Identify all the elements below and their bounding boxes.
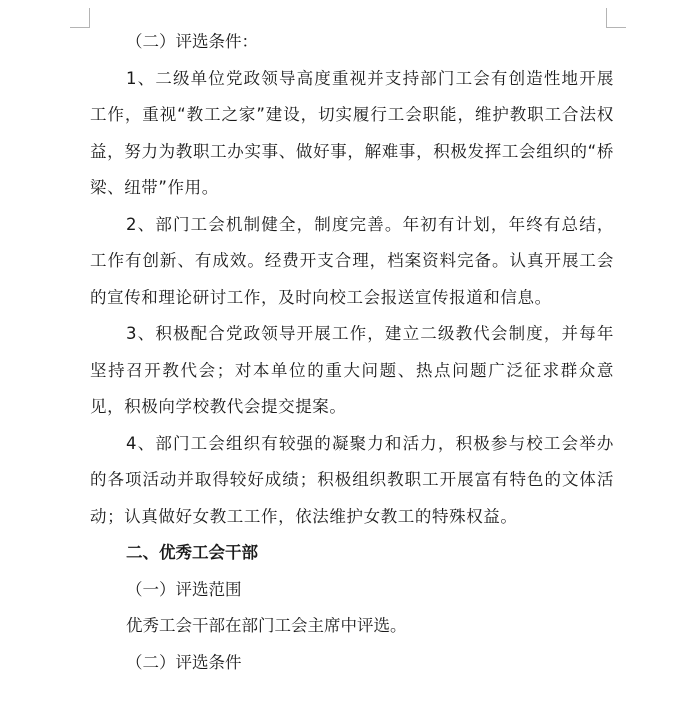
condition-paragraph-3: 3、积极配合党政领导开展工作，建立二级教代会制度，并每年坚持召开教代会；对本单位的重大问题、热点问题广泛征求群众意见，积极向学校教代会提交提案。 [90, 324, 614, 416]
section-two-title: 二、优秀工会干部 [126, 543, 258, 562]
scope-heading: （一）评选范围 [126, 579, 242, 599]
document-body [90, 24, 614, 681]
conditions-heading-2: （二）评选条件 [126, 652, 242, 672]
condition-paragraph-2: 2、部门工会机制健全，制度完善。年初有计划，年终有总结，工作有创新、有成效。经费开支合理，档案资料完备。认真开展工会的宣传和理论研讨工作，及时向校工会报送宣传报道和信息。 [90, 214, 614, 307]
scope-text: 优秀工会干部在部门工会主席中评选。 [126, 616, 407, 635]
condition-paragraph-1: 1、二级单位党政领导高度重视并支持部门工会有创造性地开展工作，重视“教工之家”建设，切实履行工会职能，维护教职工合法权益，努力为教职工办实事、做好事，解难事，积极发挥工会组织的“桥梁、纽带”作用。 [90, 68, 614, 197]
conditions-heading: （二）评选条件： [126, 32, 258, 51]
condition-paragraph-4: 4、部门工会组织有较强的凝聚力和活力，积极参与校工会举办的各项活动并取得较好成绩；积极组织教职工开展富有特色的文体活动；认真做好女教工工作，依法维护女教工的特殊权益。 [90, 433, 614, 526]
crop-mark-top-left [70, 8, 90, 28]
